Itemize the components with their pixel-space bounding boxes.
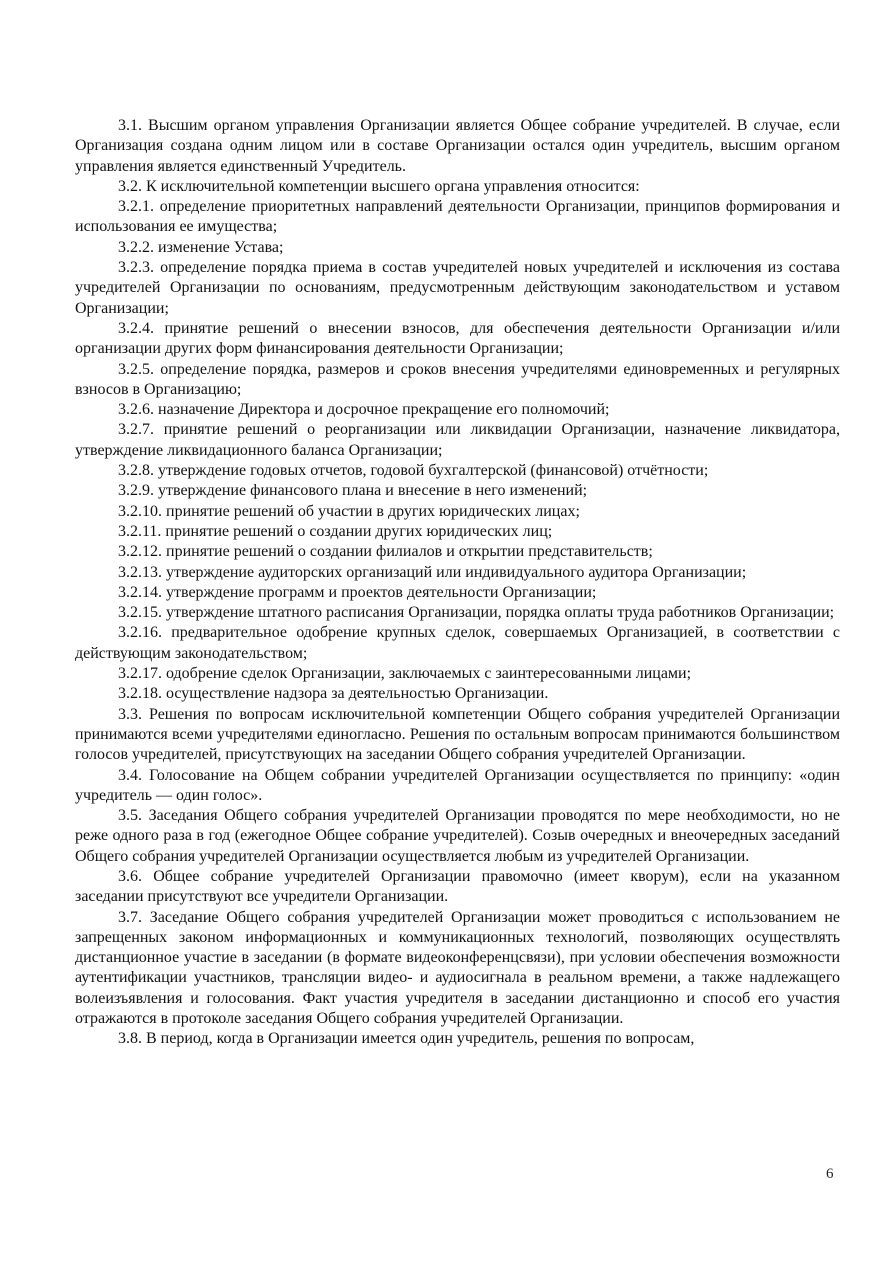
paragraph-3-6: 3.6. Общее собрание учредителей Организации правомочно (имеет кворум), если на указанном заседании присутствуют все учредители Организации. [75, 867, 840, 906]
paragraph-3-2-10: 3.2.10. принятие решений об участии в других юридических лицах; [118, 502, 580, 520]
paragraph-3-8: 3.8. В период, когда в Организации имеется один учредитель, решения по вопросам, [118, 1030, 695, 1048]
paragraph-3-2-7: 3.2.7. принятие решений о реорганизации или ликвидации Организации, назначение ликвидатора, утверждение ликвидационного баланса Организации; [75, 421, 840, 459]
paragraph-3-5: 3.5. Заседания Общего собрания учредителей Организации проводятся по мере необходимости, но не реже одного раза в год (ежегодное Общее собрание учредителей). Созыв очередных и внеочередных заседаний Общего собрания учредителей Организации осуществляется любым из учредителей Организации. [75, 807, 840, 865]
paragraph-3-2-11: 3.2.11. принятие решений о создании других юридических лиц; [118, 522, 553, 540]
paragraph-3-1: 3.1. Высшим органом управления Организации является Общее собрание учредителей. В случае, если Организация создана одним лицом или в составе Организации остался один учредитель, высшим органом управления является единственный Учредитель. [75, 117, 840, 175]
paragraph-3-2-12: 3.2.12. принятие решений о создании филиалов и открытии представительств; [118, 543, 653, 561]
paragraph-3-2-18: 3.2.18. осуществление надзора за деятельностью Организации. [118, 685, 549, 703]
paragraph-3-2-3: 3.2.3. определение порядка приема в состав учредителей новых учредителей и исключения из состава учредителей Организации по основаниям, предусмотренным действующим законодательством и уставом Организации; [75, 259, 840, 317]
document-body [75, 116, 840, 1050]
paragraph-3-7: 3.7. Заседание Общего собрания учредителей Организации может проводиться с использованием не запрещенных законом информационных и коммуникационных технологий, позволяющих осуществлять дистанционное участие в заседании (в формате видеоконференцсвязи), при условии обеспечения возможности аутентификации участников, трансляции видео- и аудиосигнала в реальном времени, а также надлежащего волеизъявления и голосования. Факт участия учредителя в заседании дистанционно и способ его участия отражаются в протоколе заседания Общего собрания учредителей Организации. [75, 908, 840, 1028]
paragraph-3-2-15: 3.2.15. утверждение штатного расписания Организации, порядка оплаты труда работников Организации; [118, 604, 835, 622]
paragraph-3-2-6: 3.2.6. назначение Директора и досрочное прекращение его полномочий; [118, 401, 610, 419]
page-number: 6 [826, 1166, 834, 1182]
paragraph-3-2-17: 3.2.17. одобрение сделок Организации, заключаемых с заинтересованными лицами; [118, 665, 692, 683]
paragraph-3-2-13: 3.2.13. утверждение аудиторских организаций или индивидуального аудитора Организации; [118, 563, 747, 581]
paragraph-3-2-16: 3.2.16. предварительное одобрение крупных сделок, совершаемых Организацией, в соответствии с действующим законодательством; [75, 624, 840, 662]
paragraph-3-2-1: 3.2.1. определение приоритетных направлений деятельности Организации, принципов формирования и использования ее имущества; [75, 198, 840, 236]
paragraph-3-4: 3.4. Голосование на Общем собрании учредителей Организации осуществляется по принципу: «один учредитель — один голос». [75, 766, 840, 804]
paragraph-3-2-8: 3.2.8. утверждение годовых отчетов, годовой бухгалтерской (финансовой) отчётности; [118, 462, 709, 480]
paragraph-3-2-14: 3.2.14. утверждение программ и проектов деятельности Организации; [118, 583, 597, 601]
paragraph-3-2-5: 3.2.5. определение порядка, размеров и сроков внесения учредителями единовременных и регулярных взносов в Организацию; [75, 360, 840, 398]
paragraph-3-2: 3.2. К исключительной компетенции высшего органа управления относится: [118, 177, 640, 195]
paragraph-3-2-4: 3.2.4. принятие решений о внесении взносов, для обеспечения деятельности Организации и/или организации других форм финансирования деятельности Организации; [75, 319, 840, 358]
paragraph-3-3: 3.3. Решения по вопросам исключительной компетенции Общего собрания учредителей Организации принимаются всеми учредителями единогласно. Решения по остальным вопросам принимаются большинством голосов учредителей, присутствующих на заседании Общего собрания учредителей Организации. [75, 705, 840, 764]
paragraph-3-2-2: 3.2.2. изменение Устава; [118, 238, 284, 256]
paragraph-3-2-9: 3.2.9. утверждение финансового плана и внесение в него изменений; [118, 482, 588, 500]
